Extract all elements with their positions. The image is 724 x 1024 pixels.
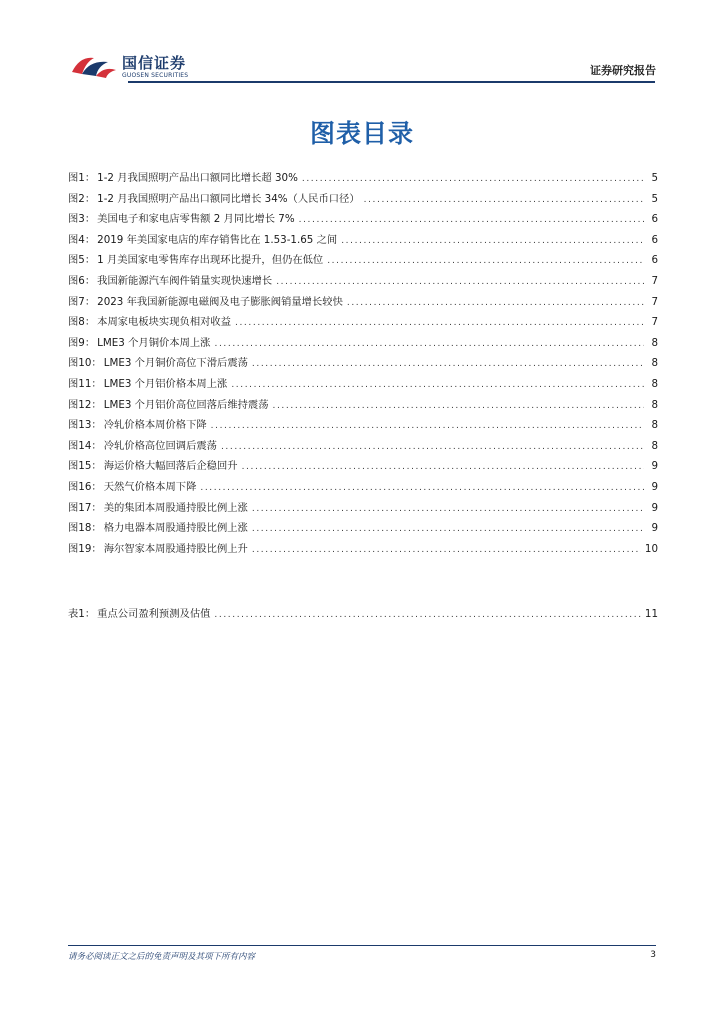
toc-entry-title: 天然气价格本周下降 (103, 480, 197, 493)
toc-entry[interactable] (68, 604, 658, 625)
toc-entry[interactable] (68, 395, 658, 416)
toc-dot-leader (214, 605, 640, 626)
toc-entry[interactable] (68, 353, 658, 374)
toc-dot-leader (235, 313, 644, 334)
toc-entry[interactable] (68, 209, 658, 230)
toc-entry-page: 8 (651, 419, 658, 432)
toc-entry[interactable] (68, 498, 658, 519)
report-type-label: 证券研究报告 (590, 64, 656, 77)
toc-entry-title: LME3 个月铝价格本周上涨 (103, 377, 228, 390)
toc-entry-page: 9 (651, 501, 658, 514)
toc-dot-leader (231, 375, 644, 396)
toc-entry-label: 图11： (68, 377, 102, 390)
toc-dot-leader (252, 540, 641, 561)
toc-dot-leader (273, 396, 644, 417)
toc-entry-page: 8 (651, 439, 658, 452)
toc-dot-leader (299, 210, 644, 231)
toc-entry[interactable] (68, 539, 658, 560)
toc-entry-title: LME3 个月铜价本周上涨 (97, 336, 211, 349)
disclaimer-note: 请务必阅读正文之后的免责声明及其项下所有内容 (68, 952, 256, 962)
toc-entry[interactable] (68, 456, 658, 477)
toc-dot-leader (252, 499, 644, 520)
toc-entry-label: 图3： (68, 213, 96, 226)
toc-entry-label: 图17： (68, 501, 102, 514)
toc-entry-page: 5 (651, 172, 658, 184)
header-divider (128, 81, 655, 83)
toc-entry-page: 8 (651, 398, 658, 411)
toc-dot-leader (252, 519, 644, 540)
toc-entry[interactable] (68, 477, 658, 498)
footer-divider (68, 945, 656, 946)
toc-entry-page: 11 (644, 608, 658, 620)
toc-entry-label: 图5： (68, 254, 96, 267)
toc-entry-label: 图7： (68, 295, 96, 308)
toc-entry-title: 冷轧价格高位回调后震荡 (103, 439, 217, 452)
toc-dot-leader (221, 437, 644, 458)
toc-entry-page: 7 (651, 274, 658, 287)
figure-toc-list (68, 168, 658, 559)
toc-dot-leader (276, 272, 644, 293)
toc-entry-page: 6 (651, 254, 658, 267)
guosen-logo-icon (68, 50, 118, 80)
toc-entry-label: 图2： (68, 192, 96, 205)
toc-dot-leader (211, 416, 644, 437)
toc-entry[interactable] (68, 312, 658, 333)
toc-entry-label: 图15： (68, 460, 102, 473)
toc-dot-leader (200, 478, 644, 499)
page-number: 3 (650, 950, 656, 960)
toc-dot-leader (347, 293, 644, 314)
toc-entry[interactable] (68, 333, 658, 354)
toc-entry-page: 6 (651, 233, 658, 246)
toc-entry-title: 格力电器本周股通持股比例上涨 (103, 522, 248, 535)
toc-entry-label: 图8： (68, 316, 96, 329)
toc-entry[interactable] (68, 374, 658, 395)
toc-entry-label: 图13： (68, 419, 102, 432)
logo-english-text: GUOSEN SECURITIES (122, 72, 189, 79)
toc-entry-label: 图12： (68, 398, 102, 411)
toc-entry[interactable] (68, 518, 658, 539)
logo-chinese-text: 国信证券 (122, 54, 187, 72)
toc-entry[interactable] (68, 189, 658, 210)
toc-dot-leader (252, 354, 644, 375)
toc-dot-leader (341, 231, 644, 252)
company-logo (68, 46, 208, 86)
toc-entry-title: 2019 年美国家电店的库存销售比在 1.53-1.65 之间 (97, 233, 338, 246)
toc-entry-title: 美的集团本周股通持股比例上涨 (103, 501, 248, 514)
toc-entry-label: 图6： (68, 274, 96, 287)
toc-entry-title: LME3 个月铝价高位回落后维持震荡 (103, 398, 269, 411)
table-toc-list (68, 604, 658, 625)
toc-entry-label: 图10： (68, 357, 102, 370)
toc-entry-title: 本周家电板块实现负相对收益 (97, 316, 232, 329)
toc-dot-leader (214, 334, 644, 355)
page-title: 图表目录 (309, 119, 414, 148)
toc-entry-label: 图1： (68, 172, 96, 184)
toc-entry-page: 8 (651, 357, 658, 370)
page-header (68, 46, 656, 86)
toc-entry[interactable] (68, 250, 658, 271)
toc-entry-title: 1-2 月我国照明产品出口额同比增长超 30% (97, 172, 298, 184)
toc-entry-page: 9 (651, 460, 658, 473)
toc-entry-title: 重点公司盈利预测及估值 (97, 608, 211, 620)
toc-entry-page: 7 (651, 316, 658, 329)
toc-entry-title: 海尔智家本周股通持股比例上升 (103, 542, 248, 555)
toc-entry-title: 1 月美国家电零售库存出现环比提升，但仍在低位 (97, 254, 324, 267)
toc-entry-label: 图19： (68, 542, 102, 555)
toc-entry-page: 5 (651, 192, 658, 205)
toc-entry-title: 我国新能源汽车阀件销量实现快速增长 (97, 274, 273, 287)
toc-entry[interactable] (68, 415, 658, 436)
toc-dot-leader (302, 169, 644, 190)
toc-dot-leader (327, 251, 644, 272)
toc-entry-label: 图4： (68, 233, 96, 246)
toc-entry[interactable] (68, 168, 658, 189)
toc-entry-page: 9 (651, 480, 658, 493)
toc-dot-leader (364, 190, 644, 211)
toc-entry-label: 表1： (68, 608, 96, 620)
toc-entry-label: 图14： (68, 439, 102, 452)
toc-entry-title: 冷轧价格本周价格下降 (103, 419, 207, 432)
toc-entry[interactable] (68, 292, 658, 313)
toc-entry[interactable] (68, 436, 658, 457)
toc-entry-page: 10 (644, 542, 658, 555)
toc-entry-page: 9 (651, 522, 658, 535)
toc-entry[interactable] (68, 271, 658, 292)
toc-entry[interactable] (68, 230, 658, 251)
toc-entry-page: 7 (651, 295, 658, 308)
toc-entry-page: 8 (651, 377, 658, 390)
toc-entry-title: 1-2 月我国照明产品出口额同比增长 34%（人民币口径） (97, 192, 360, 205)
toc-entry-label: 图18： (68, 522, 102, 535)
toc-entry-page: 8 (651, 336, 658, 349)
toc-entry-title: 美国电子和家电店零售额 2 月同比增长 7% (97, 213, 295, 226)
toc-dot-leader (242, 457, 644, 478)
toc-entry-title: 2023 年我国新能源电磁阀及电子膨胀阀销量增长较快 (97, 295, 343, 308)
toc-entry-label: 图16： (68, 480, 102, 493)
toc-entry-title: 海运价格大幅回落后企稳回升 (103, 460, 238, 473)
toc-entry-page: 6 (651, 213, 658, 226)
toc-entry-title: LME3 个月铜价高位下滑后震荡 (103, 357, 248, 370)
toc-entry-label: 图9： (68, 336, 96, 349)
